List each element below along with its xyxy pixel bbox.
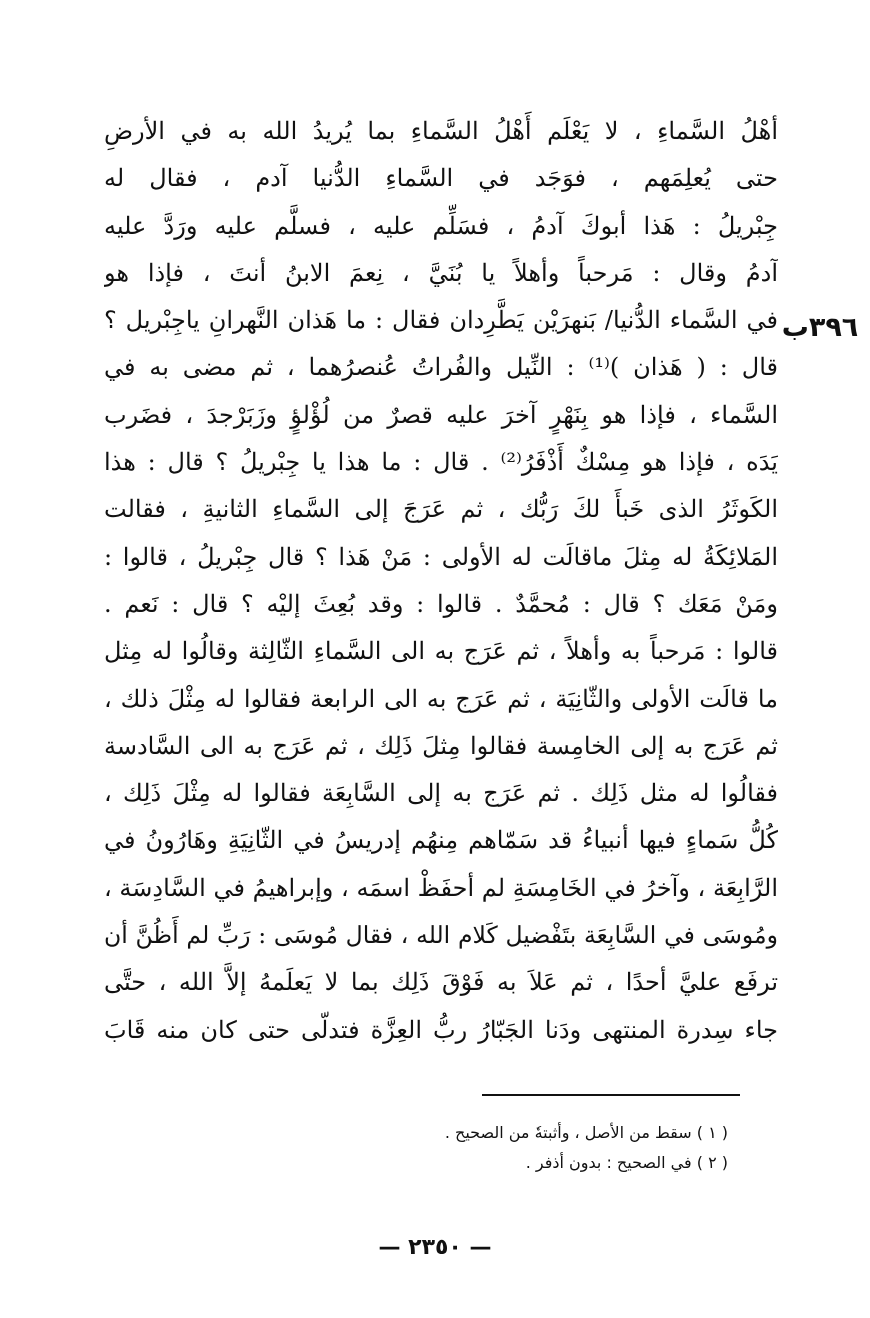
text-line: ومُوسَى في السَّابِعَة بتَفْضيل كَلام الله ، فقال مُوسَى : رَبِّ لم أَظُنَّ أن: [104, 921, 778, 950]
footnote-2: ( ٢ ) في الصحيح : بدون أذفر .: [525, 1153, 728, 1172]
text-line: يَدَه ، فإذا هو مِسْكٌ أَذْفَرُ⁽²⁾ . قال : ما هذا يا جِبْريلُ ؟ قال : هذا: [104, 448, 778, 477]
text-line: الكَوثَرُ الذى خَبأَ لكَ رَبُّك ، ثم عَرَجَ إلى السَّماءِ الثانيةِ ، فقالت: [104, 495, 778, 524]
main-text-block: [104, 108, 778, 1054]
text-line: السَّماء ، فإذا هو بِنَهْرٍ آخرَ عليه قصرٌ من لُؤْلؤٍ وزَبَرْجدَ ، فضَرب: [104, 400, 778, 429]
footnote-1: ( ١ ) سقط من الأصل ، وأثبتهٗ من الصحيح .: [444, 1123, 728, 1142]
text-line: ترفَع عليَّ أحدًا ، ثم عَلاَ به فَوْقَ ذَلِك بما لا يَعلَمهُ إلاَّ الله ، حتَّى: [104, 968, 778, 997]
text-line: ومَنْ مَعَك ؟ قال : مُحمَّدٌ . قالوا : وقد بُعِثَ إليْه ؟ قال : نَعم .: [104, 589, 778, 618]
text-line: ثم عَرَج به إلى الخامِسة فقالوا مِثلَ ذَلِك ، ثم عَرَج به الى السَّادسة: [104, 731, 778, 760]
text-line: أهْلُ السَّماءِ ، لا يَعْلَم أَهْلُ السَّماءِ بما يُريدُ الله به في الأرضِ: [104, 117, 778, 145]
text-line: فقالُوا له مثل ذَلِك . ثم عَرَج به إلى السَّابِعَة فقالوا له مِثْلَ ذَلِك ،: [104, 779, 778, 808]
margin-folio-marker: ٣٩٦ب: [781, 312, 859, 343]
footnotes: [208, 1118, 728, 1178]
page-number: — ٢٣٥٠ —: [378, 1235, 492, 1260]
text-line: حتى يُعلِمَهم ، فوَجَد في السَّماءِ الدُّنيا آدم ، فقال له: [104, 164, 778, 193]
text-line: جاء سِدرة المنتهى ودَنا الجَبّارُ ربُّ العِزَّة فتدلّى حتى كان منه قَابَ: [104, 1015, 778, 1044]
text-line: جِبْريلُ : هَذا أبوكَ آدمُ ، فسَلِّم عليه ، فسلَّم عليه ورَدَّ عليه: [104, 211, 778, 240]
text-line: كُلُّ سَماءٍ فيها أنبياءُ قد سَمّاهم مِنهُم إدريسُ في الثّانِيَةِ وهَارُونُ في: [104, 826, 778, 855]
text-line: قالوا : مَرحباً به وأهلاً ، ثم عَرَج به الى السَّماءِ الثّالِثة وقالُوا له مِثل: [104, 637, 778, 666]
text-line: المَلائِكَةُ له مِثلَ ماقالَت له الأولى : مَنْ هَذا ؟ قال جِبْريلُ ، قالوا :: [104, 542, 778, 571]
text-line: آدمُ وقال : مَرحباً وأهلاً يا بُنَيَّ ، نِعمَ الابنُ أنتَ ، فإذا هو: [104, 258, 778, 287]
text-line: ما قالَت الأولى والثّانِيَة ، ثم عَرَج به الى الرابعة فقالوا له مِثْلَ ذلك ،: [104, 684, 778, 713]
text-line: في السَّماء الدُّنيا/ بَنهرَيْن يَطَّرِدان فقال : ما هَذان النَّهرانِ ياجِبْريل ؟: [104, 306, 778, 335]
text-line: قال : ( هَذان )⁽¹⁾ : النِّيل والفُراتُ عُنصرُهما ، ثم مضى به في: [104, 353, 778, 382]
footnote-separator: [482, 1094, 740, 1096]
text-line: الرَّابِعَة ، وآخرُ في الخَامِسَةِ لم أحفَظْ اسمَه ، وإبراهيمُ في السَّادِسَة ،: [104, 873, 778, 902]
